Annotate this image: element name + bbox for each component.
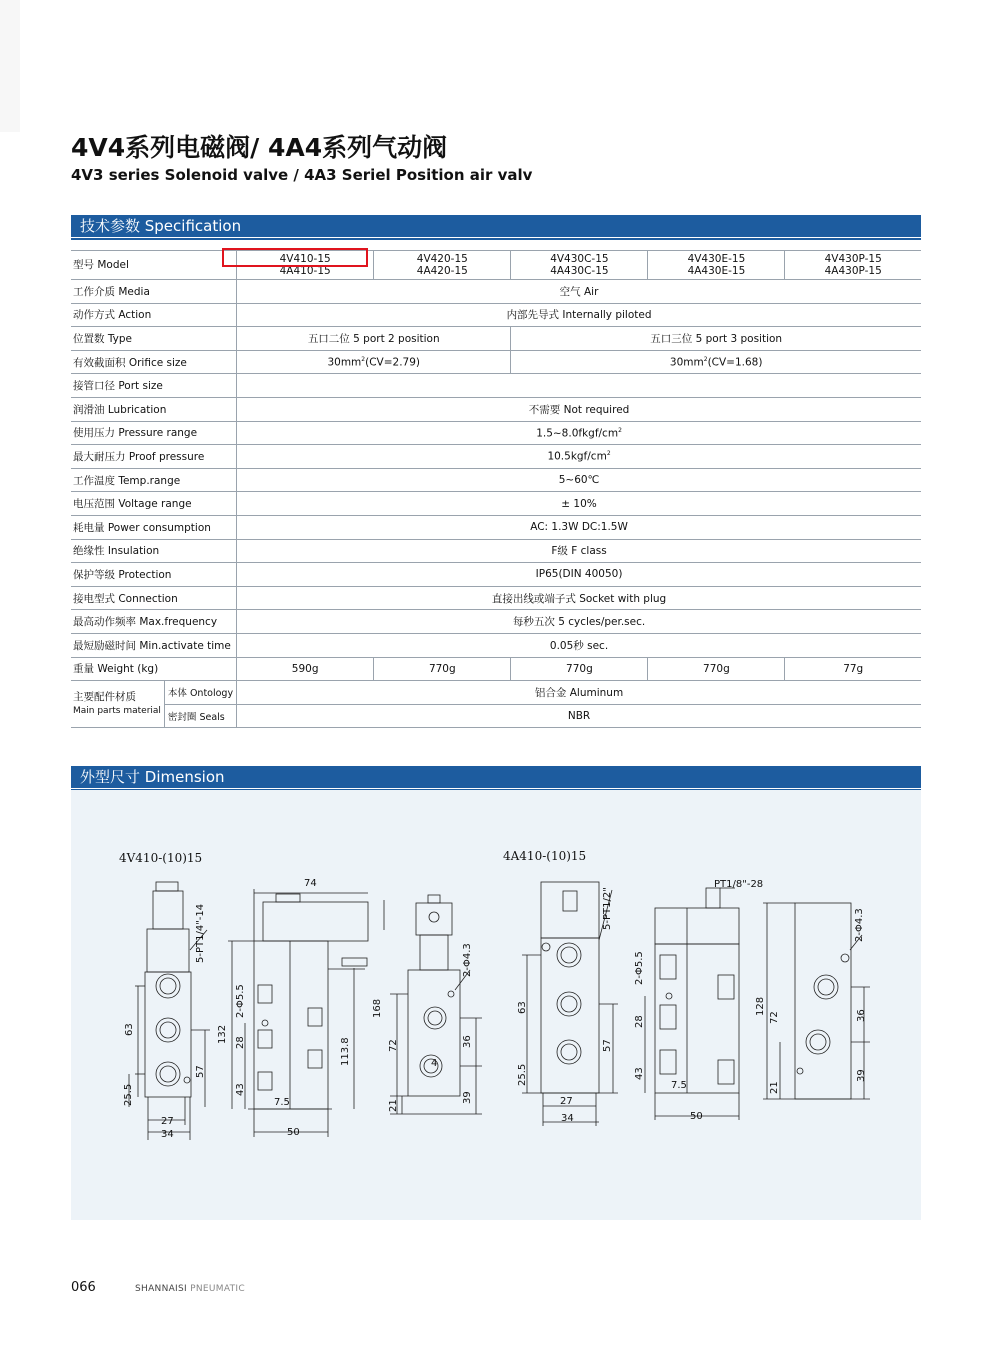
row-label: 电压范围 Voltage range xyxy=(71,492,237,516)
dim-label: 34 xyxy=(161,1129,174,1140)
dim-label: 72 xyxy=(769,1011,780,1024)
row-value: NBR xyxy=(237,704,921,728)
row-value: 五口二位 5 port 2 position xyxy=(237,327,511,351)
row-label: 保护等级 Protection xyxy=(71,563,237,587)
row-value: F级 F class xyxy=(237,539,921,563)
sub-label: 本体 Ontology xyxy=(164,681,236,705)
material-label: 主要配件材质 Main parts material xyxy=(71,681,164,728)
dim-label: 57 xyxy=(195,1065,206,1078)
dim-label: 28 xyxy=(634,1015,645,1028)
dim-label: 39 xyxy=(856,1069,867,1082)
dim-label: 43 xyxy=(634,1067,645,1080)
dim-label: 74 xyxy=(304,878,317,889)
dim-label: 25.5 xyxy=(123,1083,134,1106)
dim-label: PT1/8"-28 xyxy=(714,879,764,890)
row-label: 有效截面积 Orifice size xyxy=(71,350,237,374)
row-label: 工作温度 Temp.range xyxy=(71,468,237,492)
weight-cell: 590g xyxy=(237,657,374,681)
dim-label: 63 xyxy=(124,1023,135,1036)
drawing-4v-end xyxy=(390,895,482,1114)
row-label: 润滑油 Lubrication xyxy=(71,397,237,421)
row-value: 每秒五次 5 cycles/per.sec. xyxy=(237,610,921,634)
page-subtitle: 4V3 series Solenoid valve / 4A3 Seriel Position air valv xyxy=(71,166,533,184)
drawing-4v-front xyxy=(228,889,384,1137)
row-label: 接电型式 Connection xyxy=(71,586,237,610)
model-cell: 4V430E-15 4A430E-15 xyxy=(648,251,785,280)
dim-label: 50 xyxy=(690,1111,703,1122)
dim-label: 72 xyxy=(388,1039,399,1052)
left-drawing-title: 4V410-(10)15 xyxy=(119,851,203,865)
row-label: 动作方式 Action xyxy=(71,303,237,327)
weight-cell: 770g xyxy=(648,657,785,681)
dim-label: 21 xyxy=(769,1081,780,1094)
row-label: 绝缘性 Insulation xyxy=(71,539,237,563)
drawing-4a-front xyxy=(645,888,739,1120)
row-value: $30mm^2(CV=2.79)$ xyxy=(237,350,511,374)
row-value: 不需要 Not required xyxy=(237,397,921,421)
row-value: $30mm^2(CV=1.68)$ xyxy=(511,350,921,374)
page-title: 4V4系列电磁阀/ 4A4系列气动阀 xyxy=(71,133,448,162)
row-value: 铝合金 Aluminum xyxy=(237,681,921,705)
spec-section-title: 技术参数 Specification xyxy=(80,217,242,235)
dim-label: 128 xyxy=(755,996,766,1016)
row-label: 耗电量 Power consumption xyxy=(71,515,237,539)
dim-label: 63 xyxy=(517,1001,528,1014)
dim-label: 50 xyxy=(287,1127,300,1138)
row-label: 位置数 Type xyxy=(71,327,237,351)
dim-label: 25.5 xyxy=(517,1063,528,1086)
row-label: 工作介质 Media xyxy=(71,280,237,304)
dim-label: 2-Φ5.5 xyxy=(634,951,645,985)
row-label: 最短励磁时间 Min.activate time xyxy=(71,633,237,657)
weight-cell: 770g xyxy=(511,657,648,681)
row-value: ± 10% xyxy=(237,492,921,516)
dim-label: 21 xyxy=(388,1099,399,1112)
row-value: 空气 Air xyxy=(237,280,921,304)
dim-label: 39 xyxy=(462,1091,473,1104)
row-value: 5~60℃ xyxy=(237,468,921,492)
dim-label: 113.8 xyxy=(340,1037,351,1066)
dim-label: 5-PT1/2" xyxy=(602,887,613,930)
row-label: 重量 Weight (kg) xyxy=(71,657,237,681)
dim-label: 2-Φ4.3 xyxy=(462,943,473,977)
dim-label: 28 xyxy=(235,1036,246,1049)
row-value: $1.5\sim 8.0fkgf/cm^2$ xyxy=(237,421,921,445)
footer-brand: SHANNAISI PNEUMATIC xyxy=(135,1284,245,1294)
dim-label: 2-Φ5.5 xyxy=(235,984,246,1018)
model-label: 型号 Model xyxy=(71,251,237,280)
row-value: 0.05秒 sec. xyxy=(237,633,921,657)
dim-label: 5-PT1/4"-14 xyxy=(195,903,206,963)
row-label: 接管口径 Port size xyxy=(71,374,237,398)
row-value: 直接出线或端子式 Socket with plug xyxy=(237,586,921,610)
row-value: 五口三位 5 port 3 position xyxy=(511,327,921,351)
dim-label: 168 xyxy=(372,998,383,1018)
model-cell: 4V420-15 4A420-15 xyxy=(374,251,511,280)
dim-label: 4 xyxy=(431,1058,438,1069)
dim-label: 34 xyxy=(561,1113,574,1124)
dim-label: 7.5 xyxy=(671,1080,687,1091)
dim-label: 57 xyxy=(602,1039,613,1052)
row-value: $10.5kgf/cm^2$ xyxy=(237,445,921,469)
right-drawing-title: 4A410-(10)15 xyxy=(503,849,587,863)
dim-label: 27 xyxy=(560,1096,573,1107)
dim-label: 43 xyxy=(235,1083,246,1096)
row-label: 最高动作频率 Max.frequency xyxy=(71,610,237,634)
dim-label: 2-Φ4.3 xyxy=(854,908,865,942)
dim-label: 36 xyxy=(856,1009,867,1022)
model-cell: 4V410-15 4A410-15 xyxy=(237,251,374,280)
dim-label: 27 xyxy=(161,1116,174,1127)
weight-cell: 770g xyxy=(374,657,511,681)
row-label: 使用压力 Pressure range xyxy=(71,421,237,445)
row-value: IP65(DIN 40050) xyxy=(237,563,921,587)
row-label: 最大耐压力 Proof pressure xyxy=(71,445,237,469)
dim-label: 7.5 xyxy=(274,1097,290,1108)
model-cell: 4V430C-15 4A430C-15 xyxy=(511,251,648,280)
dim-section-title: 外型尺寸 Dimension xyxy=(80,768,225,786)
page-number: 066 xyxy=(71,1280,96,1295)
sub-label: 密封圈 Seals xyxy=(164,704,236,728)
model-cell: 4V430P-15 4A430P-15 xyxy=(785,251,921,280)
dim-label: 132 xyxy=(217,1024,228,1044)
weight-cell: 77g xyxy=(785,657,921,681)
row-value: AC: 1.3W DC:1.5W xyxy=(237,515,921,539)
row-value: 内部先导式 Internally piloted xyxy=(237,303,921,327)
dim-label: 36 xyxy=(462,1035,473,1048)
